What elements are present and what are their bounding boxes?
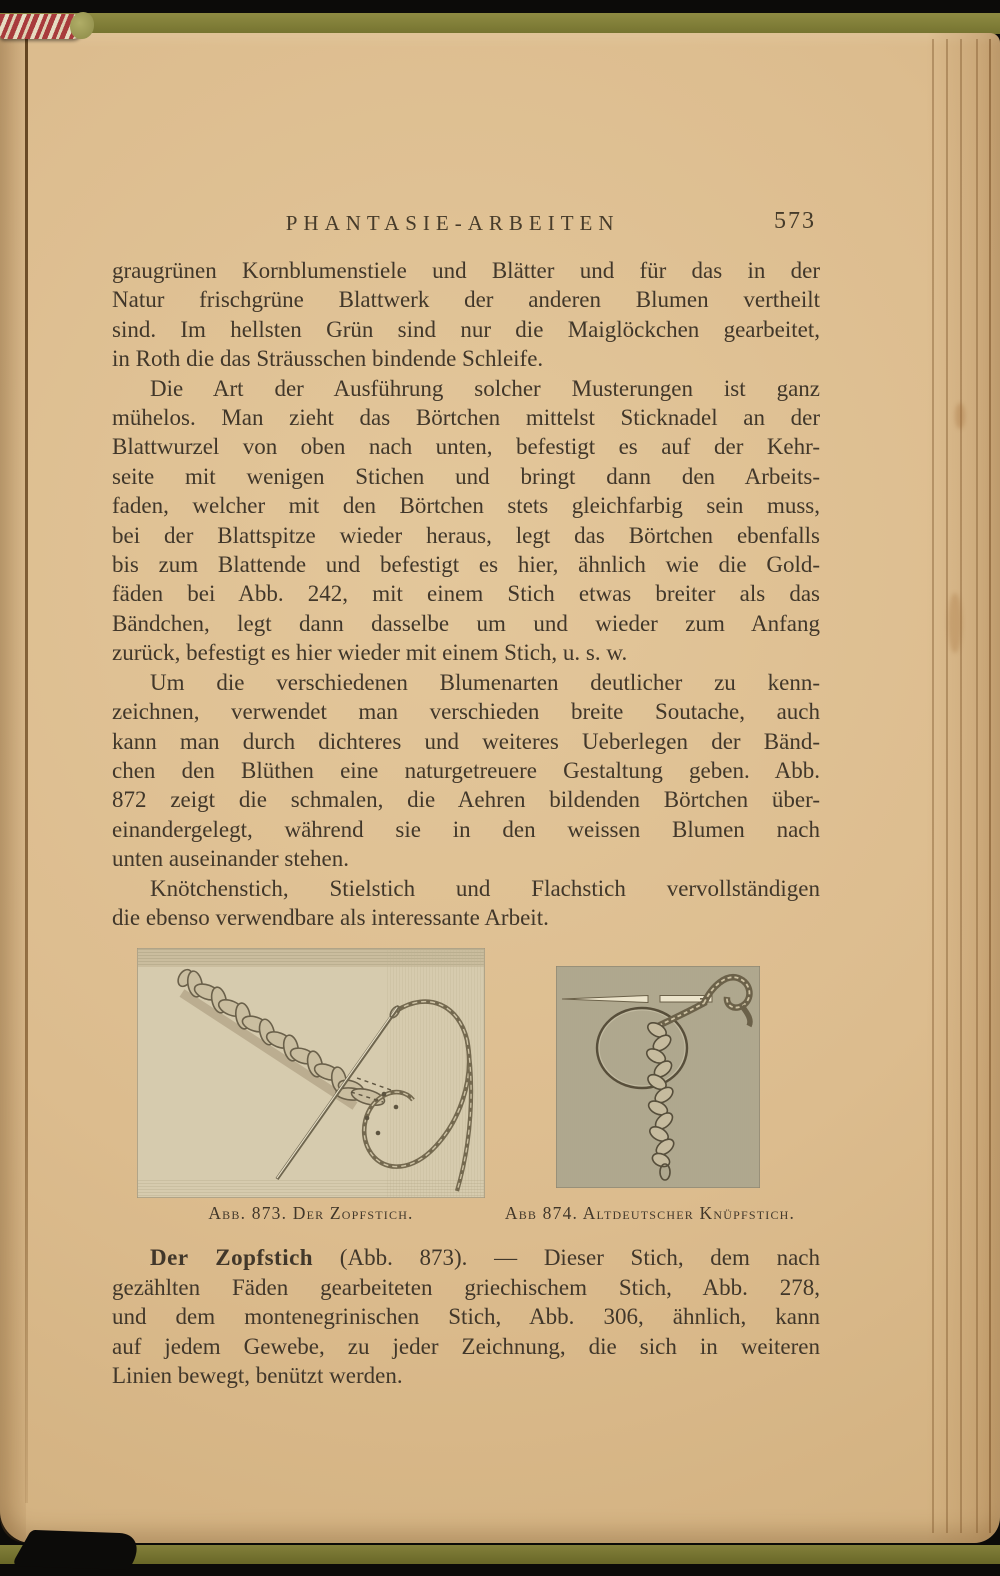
text-line: Der Zopfstich (Abb. 873). — Dieser Stich, dem nach	[150, 1245, 820, 1270]
text-line: 872 zeigt die schmalen, die Aehren bildenden Börtchen über-	[112, 787, 820, 813]
text-line: einandergelegt, während sie in den weissen Blumen nach	[112, 816, 820, 842]
knuepfstich-engraving	[556, 966, 760, 1188]
text-line: unten auseinander stehen.	[112, 846, 349, 872]
page-surface	[0, 33, 1000, 1543]
text-line: graugrünen Kornblumenstiele und Blätter und für das in der	[112, 258, 820, 283]
text-line: mühelos. Man zieht das Börtchen mittelst Sticknadel an der	[112, 405, 820, 431]
text-line: chen den Blüthen eine naturgetreuere Gestaltung geben. Abb.	[112, 757, 820, 783]
text-line: auf jedem Gewebe, zu jeder Zeichnung, die sich in weiteren	[112, 1333, 820, 1359]
figure-caption-zopfstich: Abb. 873. Der Zopfstich.	[208, 1203, 414, 1223]
text-line: die ebenso verwendbare als interessante Arbeit.	[112, 904, 549, 930]
final-paragraph	[112, 1243, 820, 1391]
page-number: 573	[774, 208, 816, 234]
zopfstich-engraving	[137, 948, 485, 1198]
text-line: bei der Blattspitze wieder heraus, legt das Börtchen ebenfalls	[112, 522, 820, 548]
text-line: in Roth die das Sträusschen bindende Schleife.	[112, 346, 544, 372]
text-line: zeichnen, verwendet man verschieden breite Soutache, auch	[112, 699, 820, 725]
endband-knot	[70, 12, 94, 39]
book-cover-bottom-edge	[0, 1545, 1000, 1564]
text-line: Bändchen, legt dann dasselbe um und wieder zum Anfang	[112, 610, 820, 636]
text-line: bis zum Blattende und befestigt es hier, ähnlich wie die Gold-	[112, 552, 820, 578]
text-line: Um die verschiedenen Blumenarten deutlicher zu kenn-	[150, 669, 820, 695]
knuepfstich-illustration	[556, 966, 760, 1188]
text-line: kann man durch dichteres und weiteres Ueberlegen der Bänd-	[112, 728, 820, 754]
zopfstich-illustration	[137, 948, 485, 1198]
text-line: Knötchenstich, Stielstich und Flachstich vervollständigen	[150, 875, 820, 901]
figure-caption-knuepfstich: Abb 874. Altdeutscher Knüpfstich.	[504, 1203, 796, 1223]
running-title: PHANTASIE-ARBEITEN	[285, 211, 620, 235]
page-edge-line	[960, 39, 962, 1533]
page-edge-line	[932, 39, 934, 1533]
bold-lead: Der Zopfstich	[150, 1245, 314, 1270]
page-header	[112, 208, 820, 240]
page-gutter-fold-line	[25, 35, 28, 1503]
text-line: sind. Im hellsten Grün sind nur die Maiglöckchen gearbeitet,	[112, 316, 820, 342]
body-text	[112, 256, 820, 932]
page-curl-shadow	[11, 1530, 149, 1570]
page-gutter-shade	[0, 33, 26, 1543]
text-line: gezählten Fäden gearbeiteten griechischem Stich, Abb. 278,	[112, 1274, 820, 1300]
page-stack-edges	[926, 33, 1000, 1543]
page-edge-line	[976, 39, 978, 1533]
text-line: zurück, befestigt es hier wieder mit einem Stich, u. s. w.	[112, 640, 628, 666]
paper-stain	[955, 403, 965, 429]
text-line: Blattwurzel von oben nach unten, befestigt es auf der Kehr-	[112, 434, 820, 460]
text-line: Natur frischgrüne Blattwerk der anderen Blumen vertheilt	[112, 287, 820, 313]
paper-stain	[948, 593, 962, 653]
text-line: faden, welcher mit den Börtchen stets gleichfarbig sein muss,	[112, 493, 820, 519]
text-line: und dem montenegrinischen Stich, Abb. 306, ähnlich, kann	[112, 1304, 820, 1330]
text-line: seite mit wenigen Stichen und bringt dann den Arbeits-	[112, 463, 820, 489]
book-cover-top-edge	[0, 13, 1000, 34]
text-line: Linien bewegt, benützt werden.	[112, 1363, 403, 1389]
page-edge-line	[989, 39, 991, 1533]
page-edge-line	[946, 39, 948, 1533]
text-line: Die Art der Ausführung solcher Musterungen ist ganz	[150, 375, 820, 401]
text-line: fäden bei Abb. 242, mit einem Stich etwas breiter als das	[112, 581, 820, 607]
